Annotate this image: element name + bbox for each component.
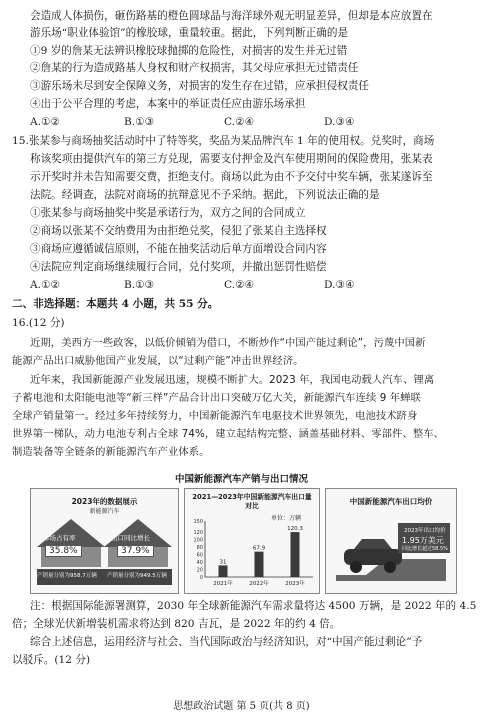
- option-d: D.③④: [324, 279, 355, 291]
- y-tick-label: 40: [196, 560, 203, 567]
- caption-right: 产销量分别为949.5万辆: [107, 573, 167, 579]
- q15-text-line: 15.张某参与商场抽奖活动时中了特等奖，奖品为某品牌汽车 1 年的使用权。兑奖时，商场: [12, 135, 435, 147]
- option-d: D.③④: [324, 116, 355, 128]
- y-tick-label: 80: [196, 545, 203, 552]
- x-tick-label: 2021年: [213, 581, 233, 587]
- bar-chart: [185, 489, 319, 593]
- q16-material-line: 子蓄电池和太阳能电池等“新三样”产品合计出口突破万亿大关，新能源汽车连续 9 年蝉联: [12, 392, 421, 404]
- panel-export-price: [325, 488, 457, 594]
- q14-text-line: 会造成人体损伤，砸伤路基的橙色圆球晶与海洋球外观无明显差异，但却是本应放置在: [30, 10, 433, 22]
- q15-statement: ②商场以张某不交纳费用为由拒绝兑奖，侵犯了张某自主选择权: [30, 225, 327, 237]
- q16-material-line: 能源产品出口威胁他国产业发展，以“过剩产能”冲击世界经济。: [12, 355, 304, 367]
- option-c: C.②④: [224, 116, 255, 128]
- section-title: 二、非选择题：本题共 4 小题，共 55 分。: [12, 298, 219, 310]
- q14-statement: ②詹某的行为造成路基人身权和财产权损害，其父母应承担无过错责任: [30, 62, 359, 74]
- value-right: 37.9%: [117, 545, 154, 557]
- option-a: A.①②: [30, 279, 61, 291]
- y-tick-label: 0: [199, 575, 203, 581]
- price-label: 2023年出口均价: [404, 528, 446, 534]
- caption-left: 产销量分别为958.7万辆: [37, 573, 97, 579]
- panel-export-chart: [184, 488, 320, 594]
- bar-value-label: 67.9: [252, 545, 266, 552]
- y-tick-label: 150: [193, 519, 203, 525]
- q16-material-line: 世界第一梯队，动力电池专利占全球 74%，建立起结构完整、涵盖基础材料、零部件、整车、: [12, 428, 445, 440]
- x-tick-label: 2023年: [285, 581, 305, 587]
- bar: [219, 565, 228, 577]
- option-b: B.①③: [124, 279, 155, 291]
- q15-statement: ④法院应判定商场继续履行合同，兑付奖项，并撤出惩罚性赔偿: [30, 261, 327, 273]
- panel-title: 2023年的数据展示: [71, 497, 138, 506]
- wheel-icon: [350, 561, 362, 573]
- bar: [291, 532, 300, 577]
- q14-statement: ①9 岁的詹某无法辨识橡胶球抛掷的危险性，对损害的发生并无过错: [30, 45, 348, 57]
- panel-2023-data: [30, 488, 179, 594]
- q15-text-line: 法院。经调查，法院对商场的抗辩意见不予采纳。据此，下列说法正确的是: [30, 189, 380, 201]
- x-tick-label: 2022年: [249, 581, 269, 587]
- y-tick-label: 100: [193, 537, 203, 544]
- option-c: C.②④: [224, 279, 255, 291]
- q15-text-line: 称该奖项由提供汽车的第三方兑现，需要支付押金及汽车使用期间的保险费用，张某表: [30, 153, 433, 165]
- q15-statement: ③商场应遵循诚信原则，不能在抽奖活动后单方面增设合同内容: [30, 243, 327, 255]
- note-line: 倍；全球光伏新增装机需求将达到 820 吉瓦，是 2022 年的约 4 倍。: [12, 618, 341, 630]
- y-tick-label: 20: [196, 567, 203, 574]
- bar-value-label: 31: [219, 559, 227, 566]
- q14-statement: ③游乐场未尽到安全保障义务，对损害的发生存在过错，应承担侵权责任: [30, 80, 369, 92]
- panel-title: 中国新能源汽车出口均价: [349, 497, 433, 506]
- page-footer: 思想政治试题 第 5 页(共 8 页): [173, 701, 310, 712]
- task-line: 以驳斥。(12 分): [12, 654, 91, 666]
- y-tick-label: 60: [196, 552, 203, 559]
- q16-heading: 16.(12 分): [12, 317, 65, 329]
- option-b: B.①③: [124, 116, 155, 128]
- chart-title: 2021—2023年中国新能源汽车出口量对比: [192, 493, 312, 510]
- q14-statement: ④出于公平合理的考虑，本案中的举证责任应由游乐场承担: [30, 98, 306, 110]
- option-a: A.①②: [30, 116, 61, 128]
- panel-subtitle: 新能源汽车: [89, 508, 120, 515]
- wheel-icon: [384, 561, 396, 573]
- bar-value-label: 120.3: [287, 526, 303, 533]
- bar: [255, 552, 264, 577]
- chart-unit: 单位：万辆: [271, 515, 302, 522]
- value-left: 35.8%: [45, 545, 82, 557]
- label-left: 市场占有率: [43, 534, 76, 542]
- q16-material-line: 全球产销量第一。经过多年持续努力，中国新能源汽车电驱技术世界领先，电池技术跻身: [12, 410, 418, 422]
- price-value: 1.95万美元: [402, 536, 444, 545]
- price-note: 同比增长超过58.5%: [402, 546, 448, 552]
- q16-material-line: 近年来，我国新能源产业发展迅速，规模不断扩大。2023 年，我国电动载人汽车、锂离: [30, 374, 435, 386]
- task-line: 综合上述信息，运用经济与社会、当代国际政治与经济知识，对“中国产能过剩论”予: [30, 636, 423, 648]
- q16-material-line: 近期，美西方一些政客，以低价倾销为借口，不断炒作“中国产能过剩论”，污蔑中国新: [30, 337, 426, 349]
- car-roof-icon: [354, 539, 392, 549]
- y-tick-label: 120: [193, 530, 203, 537]
- note-line: 注：根据国际能源署测算，2030 年全球新能源汽车需求量将达 4500 万辆，是 2022 年的 4.5: [30, 600, 477, 612]
- q16-material-line: 制造装备等全链条的新能源汽车产业体系。: [12, 446, 210, 458]
- chart-heading: 中国新能源汽车产销与出口情况: [174, 474, 308, 485]
- label-right: 出口同比增长: [111, 534, 150, 542]
- q14-text-line: 游乐场“职业体验馆”的橡胶球，重量较重。据此，下列判断正确的是: [30, 27, 349, 39]
- q15-statement: ①张某参与商场抽奖中奖是承诺行为，双方之间的合同成立: [30, 207, 306, 219]
- q15-text-line: 示开奖时并未告知需要交费，拒绝支付。商场以此为由不予交付中奖车辆，张某遂诉至: [30, 171, 433, 183]
